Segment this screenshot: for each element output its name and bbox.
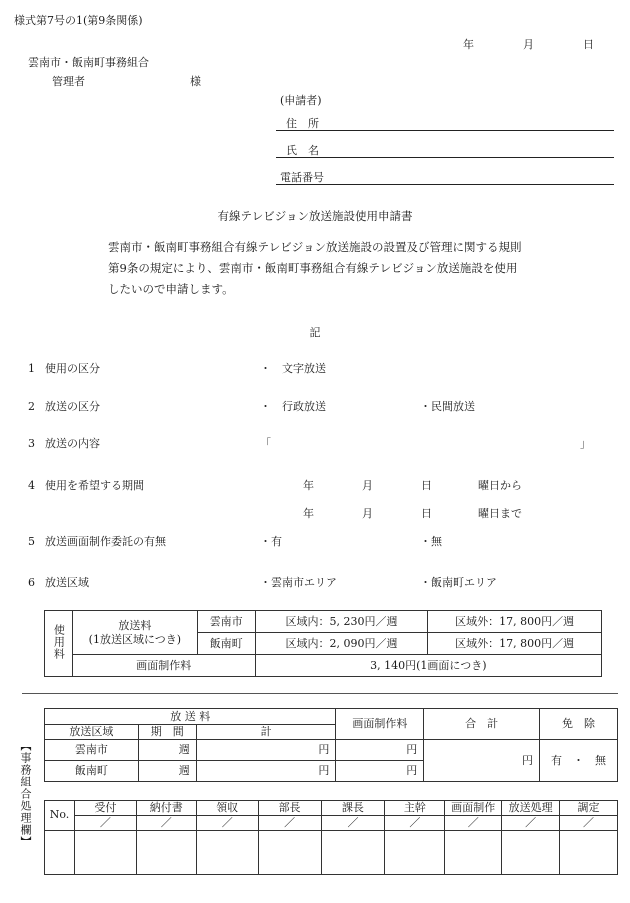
from-suffix: 曜日から (478, 479, 522, 492)
open-bracket: 「 (260, 437, 271, 450)
item-number: 6 (28, 576, 35, 589)
process-slash: ／ (445, 815, 502, 830)
process-col-header: 主幹 (385, 801, 445, 816)
fee-table (44, 610, 602, 677)
addressee-honorific: 様 (190, 75, 201, 88)
item-number: 1 (28, 362, 35, 375)
process-col-header: 課長 (321, 801, 385, 816)
fee-outside: 区域外：17, 800円／週 (428, 611, 602, 633)
item-label: 放送の内容 (45, 437, 100, 450)
item-label: 使用の区分 (45, 362, 100, 375)
item-option: ・民間放送 (420, 400, 475, 413)
office-exemption-value: 有 ・ 無 (540, 740, 618, 782)
process-col-header: 受付 (74, 801, 136, 816)
name-label: 氏 名 (286, 144, 319, 157)
process-col-header: 調定 (560, 801, 618, 816)
process-col-header: 領収 (196, 801, 258, 816)
stamp-cell[interactable] (560, 830, 618, 874)
process-slash: ／ (502, 815, 560, 830)
office-total-header: 計 (196, 725, 336, 740)
office-week: 週 (138, 740, 196, 761)
fee-inside: 区域内：2, 090円／週 (255, 633, 428, 655)
address-line (276, 130, 614, 131)
stamp-cell[interactable] (136, 830, 196, 874)
process-no-label: No. (45, 801, 75, 831)
item-option: ・ 文字放送 (260, 362, 326, 375)
addressee-org: 雲南市・飯南町事務組合 (28, 56, 149, 69)
document-title: 有線テレビジョン放送施設使用申請書 (217, 209, 413, 223)
item-number: 2 (28, 400, 35, 413)
item-number: 5 (28, 535, 35, 548)
item-option: ・飯南町エリア (420, 576, 497, 589)
item-option: ・無 (420, 535, 442, 548)
screen-fee-value: 3, 140円(1画面につき) (255, 655, 601, 677)
applicant-label: (申請者) (280, 94, 322, 107)
process-slash: ／ (385, 815, 445, 830)
office-week: 週 (138, 761, 196, 782)
stamp-cell[interactable] (321, 830, 385, 874)
stamp-cell[interactable] (45, 830, 75, 874)
fee-area: 雲南市 (197, 611, 255, 633)
office-exemption: 免 除 (540, 709, 618, 740)
fee-inside: 区域内：5, 230円／週 (255, 611, 428, 633)
from-day: 日 (421, 479, 432, 492)
office-table (44, 708, 618, 782)
ki-mark: 記 (309, 326, 321, 339)
screen-fee-label: 画面制作料 (72, 655, 255, 677)
stamp-cell[interactable] (445, 830, 502, 874)
addressee-role: 管理者 (52, 75, 85, 88)
to-year: 年 (303, 507, 314, 520)
office-area-header: 放送区域 (45, 725, 139, 740)
office-area: 飯南町 (45, 761, 139, 782)
form-number: 様式第7号の1(第9条関係) (14, 14, 143, 27)
item-label: 放送区域 (45, 576, 89, 589)
process-col-header: 画面制作 (445, 801, 502, 816)
office-broadcast-fee: 放 送 料 (45, 709, 336, 725)
to-day: 日 (421, 507, 432, 520)
address-label: 住 所 (286, 117, 319, 130)
item-label: 放送の区分 (45, 400, 100, 413)
phone-label: 電話番号 (280, 171, 324, 184)
date-month: 月 (523, 38, 534, 51)
stamp-cell[interactable] (196, 830, 258, 874)
section-divider (22, 693, 618, 694)
fee-outside: 区域外：17, 800円／週 (428, 633, 602, 655)
stamp-cell[interactable] (502, 830, 560, 874)
office-yen: 円 (196, 761, 336, 782)
item-number: 4 (28, 479, 35, 492)
date-day: 日 (583, 38, 594, 51)
item-option: ・雲南市エリア (260, 576, 337, 589)
process-slash: ／ (74, 815, 136, 830)
office-screen-yen: 円 (336, 761, 424, 782)
to-suffix: 曜日まで (478, 507, 522, 520)
office-screen-fee: 画面制作料 (336, 709, 424, 740)
fee-area: 飯南町 (197, 633, 255, 655)
process-slash: ／ (560, 815, 618, 830)
item-label: 放送画面制作委託の有無 (45, 535, 166, 548)
item-number: 3 (28, 437, 35, 450)
office-sum: 合 計 (424, 709, 540, 740)
office-sum-yen: 円 (424, 740, 540, 782)
broadcast-fee-label: 放送料 (118, 618, 152, 632)
phone-line (276, 184, 614, 185)
to-month: 月 (362, 507, 373, 520)
process-slash: ／ (136, 815, 196, 830)
process-table (44, 800, 618, 875)
stamp-cell[interactable] (385, 830, 445, 874)
process-slash: ／ (321, 815, 385, 830)
office-period-header: 期 間 (138, 725, 196, 740)
item-option: ・ 行政放送 (260, 400, 326, 413)
office-side-label: 【事務組合処理欄】 (19, 740, 32, 848)
stamp-cell[interactable] (258, 830, 321, 874)
item-option: ・有 (260, 535, 282, 548)
office-screen-yen: 円 (336, 740, 424, 761)
process-col-header: 放送処理 (502, 801, 560, 816)
process-col-header: 部長 (258, 801, 321, 816)
date-year: 年 (463, 38, 474, 51)
from-month: 月 (362, 479, 373, 492)
from-year: 年 (303, 479, 314, 492)
office-yen: 円 (196, 740, 336, 761)
process-slash: ／ (196, 815, 258, 830)
body-text: 雲南市・飯南町事務組合有線テレビジョン放送施設の設置及び管理に関する規則第9条の規定により、雲南市・飯南町事務組合有線テレビジョン放送施設を使用したいので申請します。 (108, 240, 522, 296)
broadcast-fee-note: (1放送区域につき) (88, 632, 182, 646)
broadcast-fee-cell (72, 611, 197, 655)
item-label: 使用を希望する期間 (45, 479, 144, 492)
close-bracket: 」 (580, 437, 591, 450)
name-line (276, 157, 614, 158)
process-col-header: 納付書 (136, 801, 196, 816)
stamp-cell[interactable] (74, 830, 136, 874)
office-area: 雲南市 (45, 740, 139, 761)
fee-side-label: 使用料 (45, 611, 73, 677)
process-slash: ／ (258, 815, 321, 830)
